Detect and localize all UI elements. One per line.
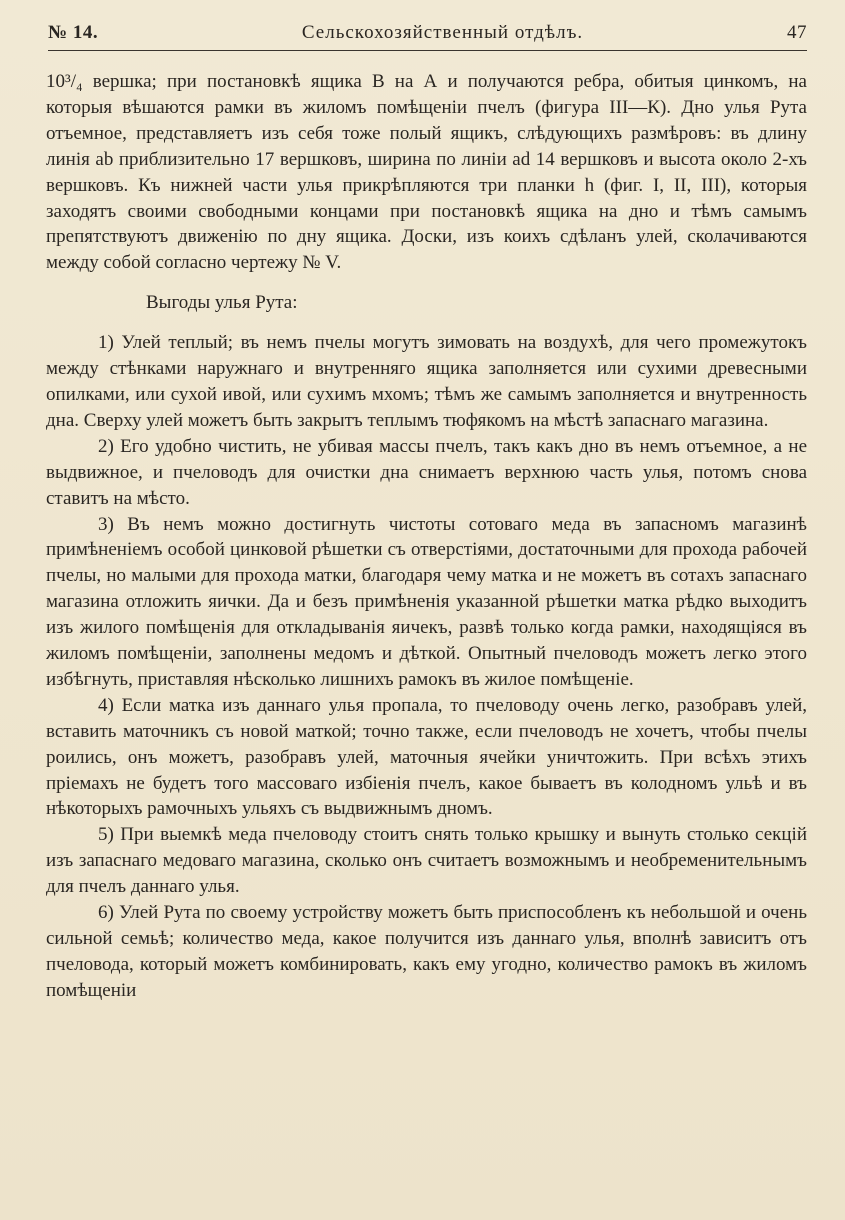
- benefit-4: 4) Если матка изъ даннаго улья пропала, то пчеловоду очень легко, разобравъ улей, вставить маточникъ съ новой маткой; точно также, если пчеловодъ не хочетъ, чтобы пчелы роились, онъ можетъ, разобравъ улей, маточныя ячейки уничтожить. При всѣхъ этихъ пріемахъ не будетъ того массоваго избіенія пчелъ, какое бываетъ въ колодномъ ульѣ и въ нѣкоторыхъ рамочныхъ ульяхъ съ выдвижнымъ дномъ.: [46, 694, 807, 820]
- running-header: [48, 22, 807, 51]
- benefit-6: 6) Улей Рута по своему устройству можетъ быть приспособленъ къ небольшой и очень сильной семьѣ; количество меда, какое получится изъ даннаго улья, вполнѣ зависитъ отъ пчеловода, который можетъ комбинировать, какъ ему угодно, количество рамокъ въ жиломъ помѣщеніи: [46, 902, 807, 1001]
- benefit-1: 1) Улей теплый; въ немъ пчелы могутъ зимовать на воздухѣ, для чего промежутокъ между стѣнками наружнаго и внутренняго ящика заполняется или сухими древесными опилками, или сухой ивой, или сухимъ мхомъ; тѣмъ же самымъ заполняется и внутренность дна. Сверху улей можетъ быть закрытъ теплымъ тюфякомъ на мѣстѣ запаснаго магазина.: [46, 332, 807, 431]
- paragraph-hive-description: 10³/₄ вершка; при постановкѣ ящика В на А и получаются ребра, обитыя цинкомъ, на которыя вѣшаются рамки въ жиломъ помѣщеніи пчелъ (фигура III—К). Дно улья Рута отъемное, представляетъ изъ себя тоже полый ящикъ, слѣдующихъ размѣровъ: въ длину линія ab приблизительно 17 вершковъ, ширина по линіи ad 14 вершковъ и высота около 2-хъ вершковъ. Къ нижней части улья прикрѣпляются три планки h (фиг. I, II, III), которыя заходятъ своими свободными концами при постановкѣ ящика на дно и тѣмъ самымъ препятствуютъ движенію по дну ящика. Доски, изъ коихъ сдѣланъ улей, сколачиваются между собой согласно чертежу № V.: [46, 71, 807, 274]
- benefit-2: 2) Его удобно чистить, не убивая массы пчелъ, такъ какъ дно въ немъ отъемное, а не выдвижное, и пчеловодъ для очистки дна снимаетъ верхнюю часть улья, потомъ снова ставитъ на мѣсто.: [46, 435, 807, 509]
- benefit-5: 5) При выемкѣ меда пчеловоду стоитъ снять только крышку и вынуть столько секцій изъ запаснаго медоваго магазина, сколько онъ считаетъ возможнымъ и необременительнымъ для пчелъ даннаго улья.: [46, 824, 807, 898]
- subheading-benefits: Выгоды улья Рута:: [146, 292, 298, 314]
- page-number: 47: [786, 22, 807, 43]
- section-title: Сельскохозяйственный отдѣлъ.: [301, 22, 584, 43]
- issue-number: № 14.: [48, 22, 99, 43]
- article-body: [46, 69, 807, 1004]
- benefit-3: 3) Въ немъ можно достигнуть чистоты сотоваго меда въ запасномъ магазинѣ примѣненіемъ особой цинковой рѣшетки съ отверстіями, достаточными для прохода рабочей пчелы, но малыми для прохода матки, благодаря чему матка и не можетъ въ сотахъ запаснаго магазина отложить яички. Да и безъ примѣненія указанной рѣшетки матка рѣдко выходитъ изъ жилого помѣщенія для откладыванія яичекъ, развѣ только когда рамки, находящіяся въ жиломъ помѣщеніи, заполнены медомъ и дѣткой. Опытный пчеловодъ можетъ легко этого избѣгнуть, приставляя нѣсколько лишнихъ рамокъ въ жилое помѣщеніе.: [46, 513, 807, 690]
